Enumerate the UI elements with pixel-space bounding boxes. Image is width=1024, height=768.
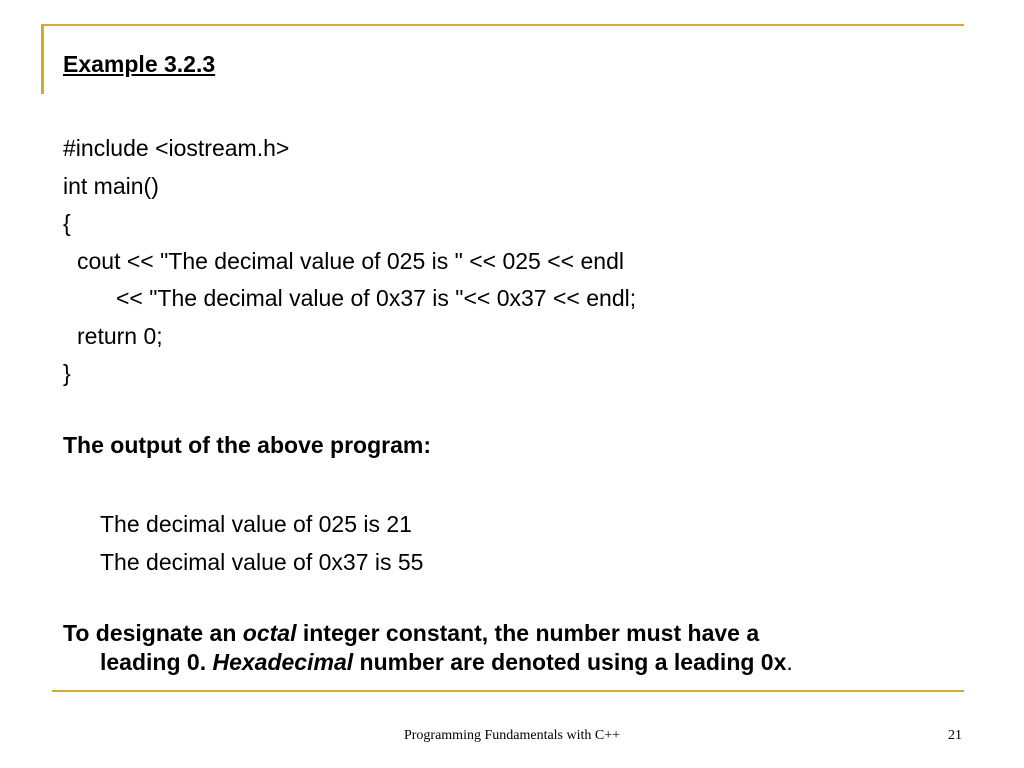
note-paragraph (63, 619, 943, 677)
output-line-hex: The decimal value of 0x37 is 55 (100, 548, 424, 575)
note-line-2 (63, 648, 943, 677)
page-number: 21 (948, 728, 962, 743)
note-text-3: leading 0. (100, 649, 213, 675)
code-line-open-brace: { (63, 210, 71, 236)
note-period: . (786, 649, 793, 675)
footer-title: Programming Fundamentals with C++ (403, 728, 621, 743)
output-line-octal: The decimal value of 025 is 21 (100, 511, 412, 537)
note-text-2: integer constant, the number must have a (296, 620, 760, 646)
left-rule (41, 24, 44, 94)
code-line-close-brace: } (63, 360, 71, 386)
code-line-cout-continued: << "The decimal value of 0x37 is "<< 0x37 << endl; (116, 285, 637, 311)
program-output (100, 506, 423, 581)
top-rule (42, 24, 964, 26)
note-text-4: number are denoted using a leading 0x (353, 649, 787, 675)
code-line-include: #include <iostream.h> (63, 135, 290, 161)
output-heading: The output of the above program: (63, 432, 431, 458)
note-octal-term: octal (242, 620, 297, 646)
code-line-main: int main() (63, 172, 159, 199)
note-hexadecimal-term: Hexadecimal (212, 649, 354, 675)
code-block (63, 130, 636, 393)
note-line-1 (63, 619, 943, 648)
bottom-rule (52, 690, 964, 692)
code-line-return: return 0; (77, 322, 163, 349)
slide-title: Example 3.2.3 (63, 51, 216, 77)
code-line-cout: cout << "The decimal value of 025 is " << 025 << endl (77, 247, 624, 274)
note-text-1: To designate an (63, 620, 243, 646)
